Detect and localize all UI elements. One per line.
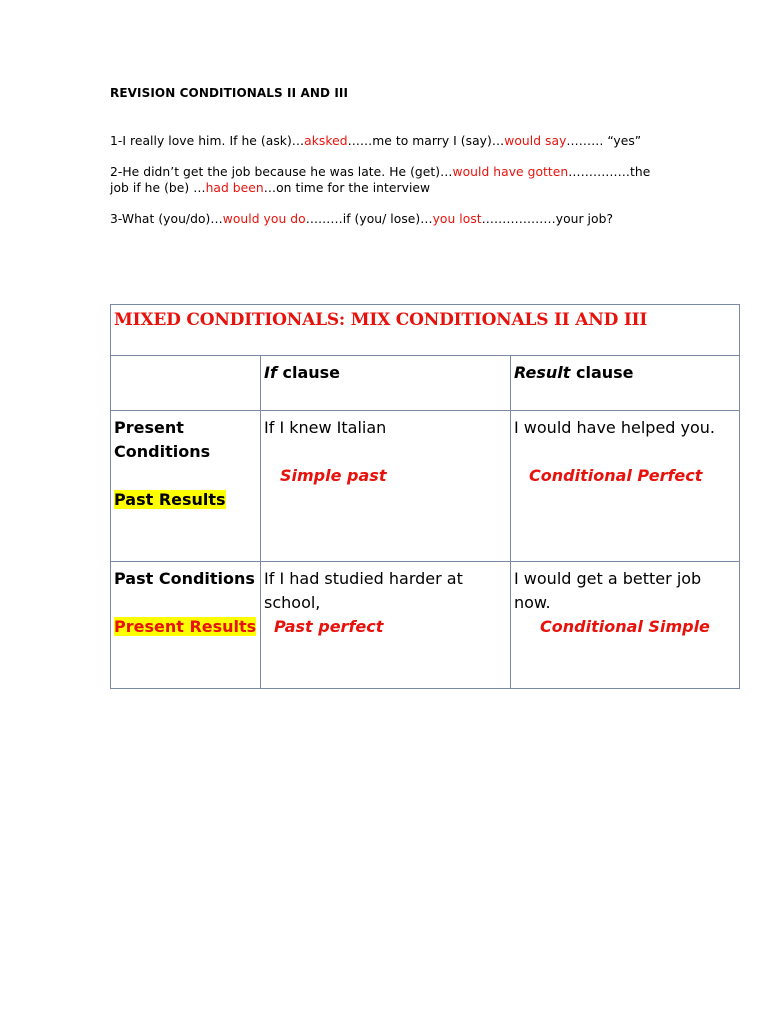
header-empty-cell (111, 356, 261, 411)
exercise-text: ………if (you/ lose)… (305, 212, 433, 226)
exercise-text: ……… “yes” (566, 134, 642, 148)
exercise-1 (110, 133, 670, 149)
exercise-answer: you lost (432, 212, 482, 226)
table-row (111, 411, 740, 562)
header-if-clause (261, 356, 511, 411)
exercise-answer: would you do (222, 212, 306, 226)
result-clause-cell (511, 411, 740, 562)
result-word: Result (514, 363, 571, 382)
if-clause-cell (261, 411, 511, 562)
result-label: Present Results (114, 617, 257, 636)
table-title: MIXED CONDITIONALS: MIX CONDITIONALS II AND III (114, 310, 648, 330)
condition-label: Past Conditions (114, 569, 255, 588)
if-clause-label: clause (276, 363, 341, 382)
if-clause-tense: Simple past (280, 466, 387, 485)
table-title-cell (111, 305, 740, 356)
if-clause-example: If I had studied harder at school, (264, 569, 463, 612)
condition-label: Present Conditions (114, 418, 211, 461)
table-header-row (111, 356, 740, 411)
exercise-2 (110, 164, 658, 196)
exercise-text: ……………the job if he (be) … (110, 165, 651, 195)
result-clause-tense: Conditional Simple (540, 617, 710, 636)
result-clause-label: clause (570, 363, 634, 382)
result-label: Past Results (114, 490, 226, 509)
exercise-answer: aksked (304, 134, 348, 148)
exercise-answer: would say (504, 134, 567, 148)
exercise-text: ……me to marry I (say)… (347, 134, 505, 148)
table-title-row (111, 305, 740, 356)
page-heading: REVISION CONDITIONALS II AND III (110, 86, 349, 100)
exercise-text: 2-He didn’t get the job because he was late. He (get)… (110, 165, 453, 179)
table-row (111, 562, 740, 689)
row-label-cell (111, 411, 261, 562)
result-clause-example: I would get a better job now. (514, 569, 702, 612)
exercise-answer: would have gotten (452, 165, 569, 179)
exercise-text: …on time for the interview (263, 181, 431, 195)
exercise-3 (110, 211, 670, 227)
exercise-text: 3-What (you/do)… (110, 212, 223, 226)
exercise-answer: had been (205, 181, 264, 195)
mixed-conditionals-table (110, 304, 740, 689)
result-clause-tense: Conditional Perfect (529, 466, 703, 485)
if-clause-cell (261, 562, 511, 689)
if-clause-tense: Past perfect (274, 617, 384, 636)
row-label-cell (111, 562, 261, 689)
if-word: If (264, 363, 277, 382)
result-clause-example: I would have helped you. (514, 418, 716, 437)
header-result-clause (511, 356, 740, 411)
result-clause-cell (511, 562, 740, 689)
exercise-text: ………………your job? (481, 212, 614, 226)
if-clause-example: If I knew Italian (264, 418, 387, 437)
exercise-text: 1-I really love him. If he (ask)… (110, 134, 305, 148)
